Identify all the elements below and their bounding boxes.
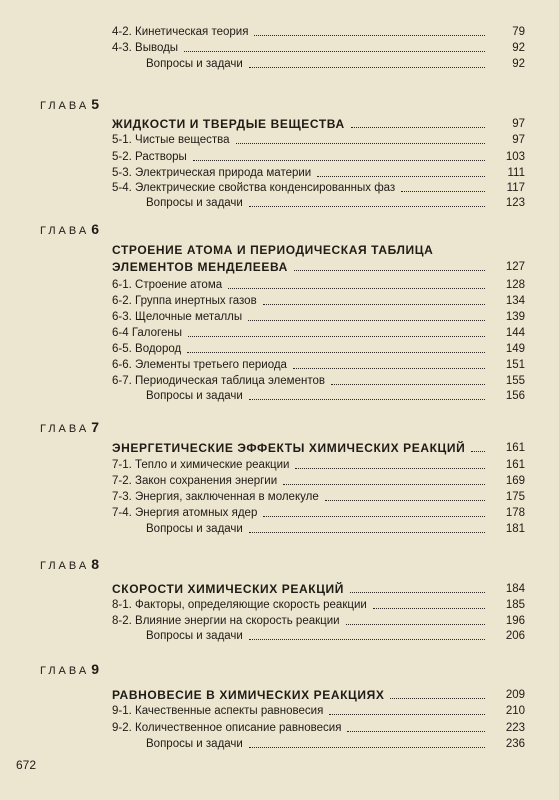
- toc-entry: 6-2. Группа инертных газов 134: [112, 295, 525, 307]
- chapter-title: ЭНЕРГЕТИЧЕСКИЕ ЭФФЕКТЫ ХИМИЧЕСКИХ РЕАКЦИЙ 161: [112, 441, 525, 455]
- toc-entry: [112, 41, 525, 55]
- entry-number: 4-2.: [112, 26, 132, 38]
- entry-title: Выводы: [135, 42, 179, 54]
- toc-entry: 6-6. Элементы третьего периода 151: [112, 359, 525, 371]
- toc-entry-questions: Вопросы и задачи 156: [146, 390, 525, 402]
- dot-leader: [254, 35, 485, 36]
- entry-title: Кинетическая теория: [135, 26, 249, 38]
- toc-entry: 8-1. Факторы, определяющие скорость реакции 185: [112, 599, 525, 611]
- toc-entry: 7-1. Тепло и химические реакции 161: [112, 459, 525, 471]
- toc-entry-questions: Вопросы и задачи 181: [146, 523, 525, 535]
- toc-entry: [112, 25, 525, 39]
- toc-entry: 6-5. Водород 149: [112, 343, 525, 355]
- toc-entry: 6-7. Периодическая таблица элементов 155: [112, 375, 525, 387]
- page-number: 672: [16, 758, 37, 772]
- dot-leader: [249, 67, 485, 68]
- chapter-title-line1: СТРОЕНИЕ АТОМА И ПЕРИОДИЧЕСКАЯ ТАБЛИЦА: [112, 243, 434, 257]
- entry-page: 92: [512, 58, 525, 70]
- chapter-label: ГЛАВА 5: [40, 96, 99, 112]
- entry-number: 4-3.: [112, 42, 132, 54]
- chapter-label: ГЛАВА 9: [40, 661, 99, 677]
- dot-leader: [184, 51, 485, 52]
- chapter-number: 7: [91, 419, 99, 435]
- toc-entry: 5-3. Электрическая природа материи 111: [112, 167, 525, 179]
- chapter-label: ГЛАВА 6: [40, 221, 99, 237]
- toc-entry: 6-1. Строение атома 128: [112, 279, 525, 291]
- chapter-title: ЭЛЕМЕНТОВ МЕНДЕЛЕЕВА 127: [112, 260, 525, 274]
- dot-leader: [351, 127, 485, 128]
- toc-entry: 7-4. Энергия атомных ядер 178: [112, 507, 525, 519]
- toc-entry: 8-2. Влияние энергии на скорость реакции 196: [112, 615, 525, 627]
- chapter-label: ГЛАВА 7: [40, 419, 99, 435]
- chapter-number: 5: [91, 96, 99, 112]
- toc-entry: 7-3. Энергия, заключенная в молекуле 175: [112, 491, 525, 503]
- toc-entry-questions: Вопросы и задачи 123: [146, 197, 525, 209]
- toc-entry-questions: Вопросы и задачи 236: [146, 738, 525, 750]
- toc-entry: 5-2. Растворы 103: [112, 151, 525, 163]
- chapter-number: 6: [91, 221, 99, 237]
- chapter-title: РАВНОВЕСИЕ В ХИМИЧЕСКИХ РЕАКЦИЯХ 209: [112, 688, 525, 702]
- chapter-title: ЖИДКОСТИ И ТВЕРДЫЕ ВЕЩЕСТВА 97: [112, 117, 525, 131]
- chapter-number: 9: [91, 661, 99, 677]
- toc-entry: 9-2. Количественное описание равновесия 223: [112, 722, 525, 734]
- toc-entry: 5-1. Чистые вещества 97: [112, 134, 525, 146]
- entry-title: Вопросы и задачи: [146, 58, 243, 70]
- toc-entry: 9-1. Качественные аспекты равновесия 210: [112, 705, 525, 717]
- entry-page: 79: [512, 26, 525, 38]
- chapter-page: 97: [512, 118, 525, 130]
- toc-entry: 6-4 Галогены 144: [112, 327, 525, 339]
- chapter-number: 8: [91, 556, 99, 572]
- entry-page: 92: [512, 42, 525, 54]
- toc-entry: 7-2. Закон сохранения энергии 169: [112, 475, 525, 487]
- toc-entry-questions: [146, 57, 525, 71]
- toc-entry: 6-3. Щелочные металлы 139: [112, 311, 525, 323]
- toc-entry-questions: Вопросы и задачи 206: [146, 630, 525, 642]
- chapter-title: СКОРОСТИ ХИМИЧЕСКИХ РЕАКЦИЙ 184: [112, 582, 525, 596]
- toc-entry: 5-4. Электрические свойства конденсированных фаз 117: [112, 182, 525, 194]
- chapter-label: ГЛАВА 8: [40, 556, 99, 572]
